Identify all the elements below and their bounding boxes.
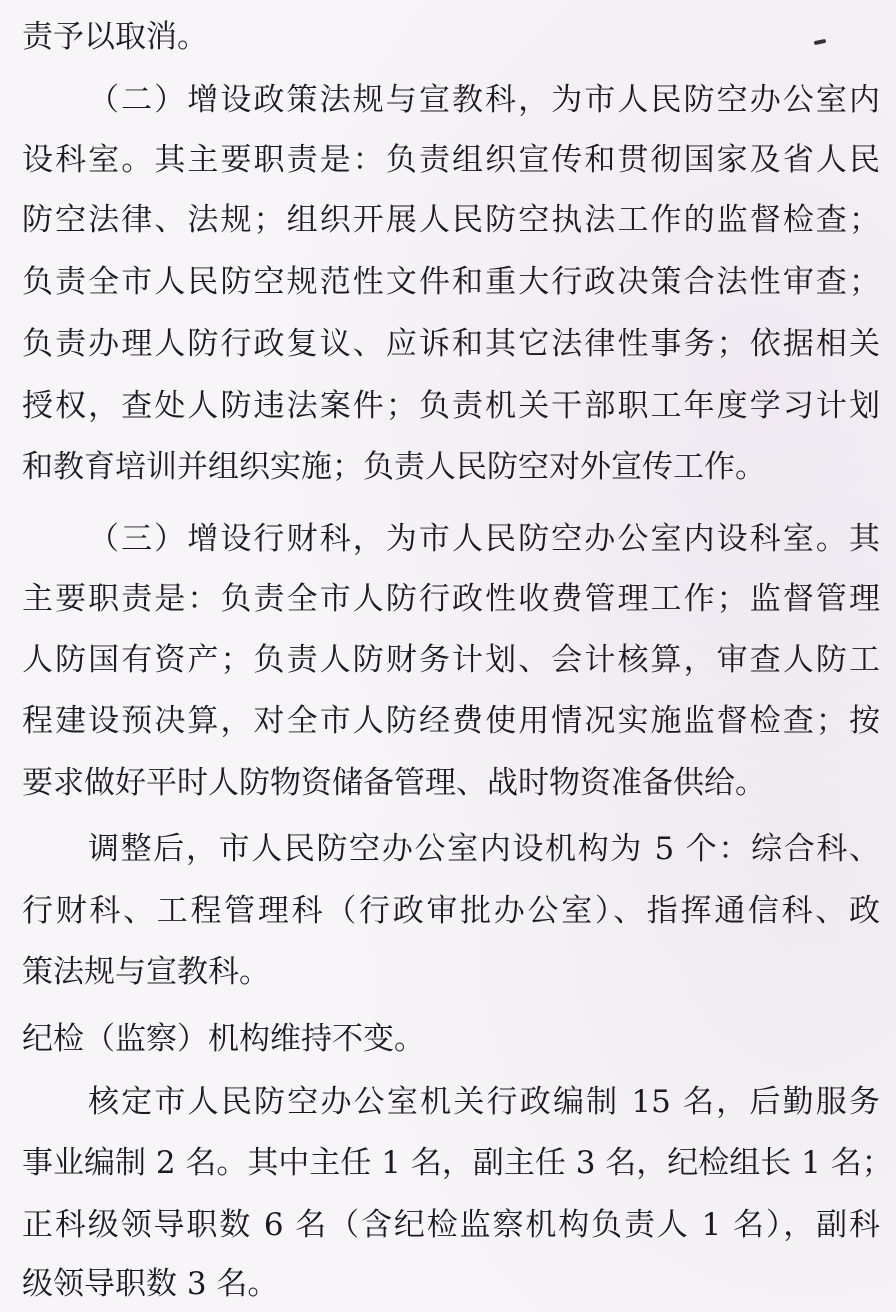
text-line: 人防国有资产；负责人防财务计划、会计核算，审查人防工 (22, 642, 880, 678)
text-line: 行财科、工程管理科（行政审批办公室）、指挥通信科、政 (22, 893, 880, 929)
text-line: 策法规与宣教科。 (22, 954, 270, 990)
text-line: （二）增设政策法规与宣教科，为市人民防空办公室内 (88, 82, 880, 118)
text-line: 和教育培训并组织实施；负责人民防空对外宣传工作。 (22, 449, 766, 485)
text-line: 防空法律、法规；组织开展人民防空执法工作的监督检查； (22, 202, 880, 238)
text-line: 负责办理人防行政复议、应诉和其它法律性事务；依据相关 (22, 326, 880, 362)
text-line: 级领导职数 3 名。 (22, 1266, 279, 1302)
text-line: 授权，查处人防违法案件；负责机关干部职工年度学习计划 (22, 388, 880, 424)
text-line: 程建设预决算，对全市人防经费使用情况实施监督检查；按 (22, 703, 880, 739)
text-line: 要求做好平时人防物资储备管理、战时物资准备供给。 (22, 765, 766, 801)
text-line: 事业编制 2 名。其中主任 1 名，副主任 3 名，纪检组长 1 名； (22, 1145, 893, 1181)
text-line: 主要职责是：负责全市人防行政性收费管理工作；监督管理 (22, 581, 880, 617)
text-line: 正科级领导职数 6 名（含纪检监察机构负责人 1 名），副科 (22, 1207, 880, 1243)
text-line: 核定市人民防空办公室机关行政编制 15 名，后勤服务 (88, 1084, 880, 1120)
text-line: 调整后，市人民防空办公室内设机构为 5 个：综合科、 (88, 831, 880, 867)
text-line: 责予以取消。 (22, 19, 208, 55)
text-line: （三）增设行财科，为市人民防空办公室内设科室。其 (88, 521, 880, 557)
text-line: 设科室。其主要职责是：负责组织宣传和贯彻国家及省人民 (22, 142, 880, 178)
text-line: 负责全市人民防空规范性文件和重大行政决策合法性审查； (22, 264, 880, 300)
text-line: 纪检（监察）机构维持不变。 (22, 1021, 425, 1057)
